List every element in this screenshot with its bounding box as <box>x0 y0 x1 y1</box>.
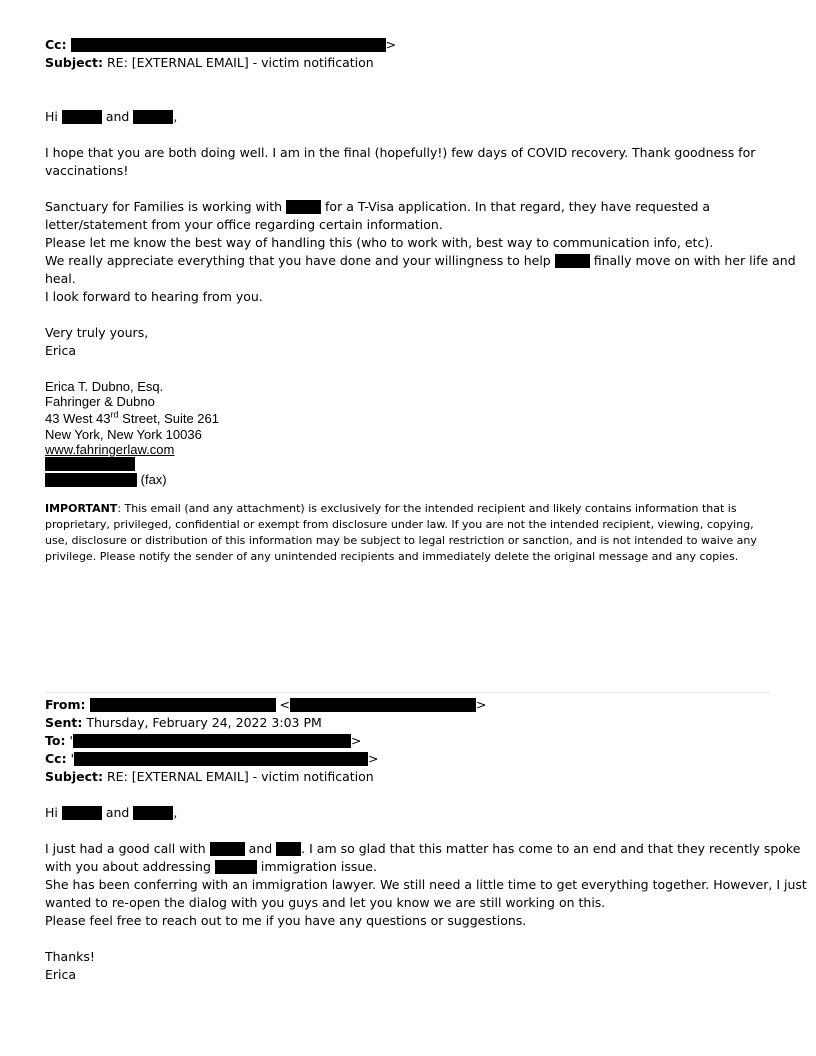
email2-p2b: wanted to re-open the dialog with you guys and let you know we are still working on this. <box>45 895 606 910</box>
redaction <box>71 38 386 52</box>
greeting-hi: Hi <box>45 109 58 124</box>
email1-cc-line <box>45 36 396 54</box>
email2-to-line <box>45 732 361 750</box>
email2-p1 <box>45 840 800 858</box>
email2-p2: She has been conferring with an immigration lawyer. We still need a little time to get everything together. However, I just <box>45 877 807 892</box>
redaction <box>62 110 102 124</box>
email2-subject-line <box>45 768 374 786</box>
email2-name: Erica <box>45 967 77 982</box>
disclaimer-text: : This email (and any attachment) is exclusively for the intended recipient and likely contains information that is proprietary, privileged, confidential or exempt from disclosure under law. If you are not the intended recipient, viewing, copying, use, disclosure or distribution of this information may be subject to legal restriction or sanction, and is not intended to waive any privilege. Please notify the sender of any unintended recipients and immediately delete the original message and any copies. <box>45 502 757 563</box>
greeting-and: and <box>105 805 130 820</box>
email2-p1-line2 <box>45 858 377 876</box>
p2-part-a: Sanctuary for Families is working with <box>45 199 283 214</box>
redaction <box>62 806 102 820</box>
disclaimer-label: IMPORTANT <box>45 502 118 515</box>
sig-website[interactable] <box>45 442 174 458</box>
redaction <box>73 734 351 748</box>
email1-p1: I hope that you are both doing well. I am in the final (hopefully!) few days of COVID recovery. Thank goodness for <box>45 145 756 160</box>
disclaimer <box>45 501 775 565</box>
p1-part-c: . I am so glad that this matter has come to an end and that they recently spoke <box>301 841 801 856</box>
greeting-comma: , <box>173 805 178 820</box>
separator <box>45 692 770 693</box>
to-label: To: <box>45 733 66 748</box>
sig-firm: Fahringer & Dubno <box>45 394 155 409</box>
cc-tail: > <box>368 751 379 766</box>
from-tail: > <box>475 697 487 712</box>
email1-p4 <box>45 252 796 270</box>
email1-p5: I look forward to hearing from you. <box>45 289 263 304</box>
cc-label: Cc: <box>45 37 67 52</box>
redaction <box>555 254 590 268</box>
subject-label: Subject: <box>45 769 103 784</box>
email1-closing: Very truly yours, <box>45 325 149 340</box>
cc-label: Cc: <box>45 751 67 766</box>
email1-p1b: vaccinations! <box>45 163 129 178</box>
redaction <box>133 110 173 124</box>
email1-p2c: letter/statement from your office regarding certain information. <box>45 217 443 232</box>
cc-prefix: ' <box>70 751 75 766</box>
p1-part-e: immigration issue. <box>260 859 377 874</box>
email2-closing: Thanks! <box>45 949 95 964</box>
redaction <box>276 842 301 856</box>
redaction <box>286 200 321 214</box>
subject-text: RE: [EXTERNAL EMAIL] - victim notification <box>106 55 374 70</box>
greeting-hi: Hi <box>45 805 58 820</box>
email2-greeting <box>45 804 177 822</box>
to-tail: > <box>350 733 362 748</box>
email1-p4c: heal. <box>45 271 76 286</box>
p1-part-a: I just had a good call with <box>45 841 206 856</box>
addr-pre: 43 West 43 <box>45 411 111 426</box>
redaction <box>90 698 276 712</box>
from-label: From: <box>45 697 86 712</box>
sig-city: New York, New York 10036 <box>45 427 202 442</box>
fax-suffix: (fax) <box>140 472 167 487</box>
email1-greeting <box>45 108 177 126</box>
addr-sup: rd <box>110 409 119 420</box>
redaction <box>45 457 135 471</box>
p4-part-a: We really appreciate everything that you have done and your willingness to help <box>45 253 551 268</box>
email2-sent-line <box>45 714 322 732</box>
sent-label: Sent: <box>45 715 83 730</box>
p2-part-b: for a T-Visa application. In that regard, they have requested a <box>325 199 711 214</box>
email2-from-line <box>45 696 486 714</box>
subject-label: Subject: <box>45 55 103 70</box>
greeting-and: and <box>105 109 130 124</box>
sig-address <box>45 411 219 427</box>
to-prefix: ' <box>69 733 73 748</box>
subject-text: RE: [EXTERNAL EMAIL] - victim notification <box>106 769 374 784</box>
redaction <box>45 473 137 487</box>
email2-p3: Please feel free to reach out to me if you have any questions or suggestions. <box>45 913 527 928</box>
redaction <box>133 806 173 820</box>
redaction <box>74 752 368 766</box>
email1-p3: Please let me know the best way of handling this (who to work with, best way to communication info, etc). <box>45 235 714 250</box>
sig-name: Erica T. Dubno, Esq. <box>45 379 164 394</box>
email1-p2 <box>45 198 710 216</box>
email1-name: Erica <box>45 343 77 358</box>
addr-post: Street, Suite 261 <box>118 411 219 426</box>
greeting-comma: , <box>173 109 178 124</box>
sig-fax <box>45 472 167 488</box>
p1-part-b: and <box>248 841 273 856</box>
from-mid: < <box>279 697 290 712</box>
p1-part-d: with you about addressing <box>45 859 211 874</box>
redaction <box>210 842 245 856</box>
email2-cc-line <box>45 750 379 768</box>
redaction <box>290 698 476 712</box>
cc-tail: > <box>385 37 397 52</box>
redaction <box>215 860 257 874</box>
email1-subject-line <box>45 54 374 72</box>
website-link[interactable]: www.fahringerlaw.com <box>45 442 175 457</box>
sent-date: Thursday, February 24, 2022 3:03 PM <box>86 715 322 730</box>
p4-part-b: finally move on with her life and <box>593 253 796 268</box>
